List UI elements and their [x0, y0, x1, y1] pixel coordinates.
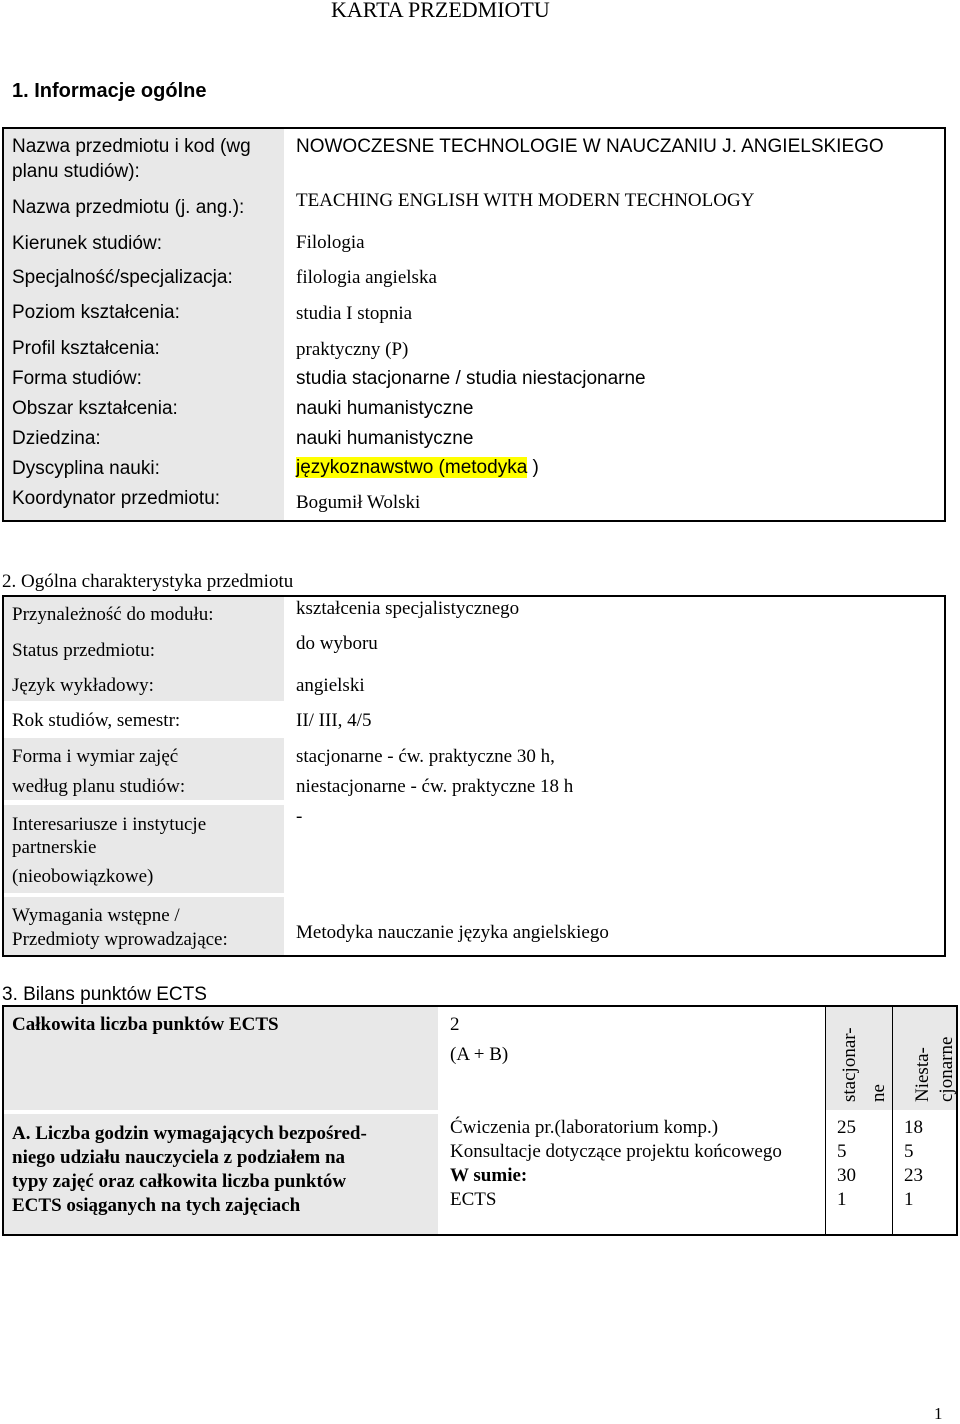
- row-label: Interesariusze i instytucje: [12, 814, 207, 835]
- status-value: do wyboru: [296, 633, 378, 654]
- study-form-value: studia stacjonarne / studia niestacjonarne: [296, 368, 646, 389]
- ects-total-label: Całkowita liczba punktów ECTS: [12, 1014, 279, 1035]
- col-header-stacjonarne: stacjonar-: [839, 1027, 860, 1102]
- page-title: KARTA PRZEDMIOTU: [331, 0, 550, 22]
- a-label-line: typy zajęć oraz całkowita liczba punktów: [12, 1171, 347, 1192]
- level-value: studia I stopnia: [296, 303, 413, 324]
- section2-heading: 2. Ogólna charakterystyka przedmiotu: [2, 571, 294, 592]
- course-name-value: NOWOCZESNE TECHNOLOGIE W NAUCZANIU J. ANGIELSKIEGO: [296, 136, 884, 157]
- col-header-stacjonarne-2: ne: [868, 1084, 889, 1102]
- row-label: Status przedmiotu:: [12, 640, 156, 661]
- niestac-value: 5: [904, 1141, 914, 1162]
- row-label: Specjalność/specjalizacja:: [12, 267, 233, 288]
- a-item: Konsultacje dotyczące projektu końcowego: [450, 1141, 782, 1162]
- section3-heading: 3. Bilans punktów ECTS: [2, 984, 207, 1005]
- coordinator-value: Bogumił Wolski: [296, 492, 421, 513]
- row-label: Dyscyplina nauki:: [12, 458, 160, 479]
- col-header-niestacjonarne: Niesta-: [912, 1047, 933, 1102]
- row-label: Dziedzina:: [12, 428, 101, 449]
- row-label: Forma studiów:: [12, 368, 142, 389]
- specialty-value: filologia angielska: [296, 267, 437, 288]
- row-label: planu studiów):: [12, 161, 140, 182]
- section1-heading: 1. Informacje ogólne: [12, 80, 207, 102]
- a-item: ECTS: [450, 1189, 497, 1210]
- a-label-line: niego udziału nauczyciela z podziałem na: [12, 1147, 346, 1168]
- prereq-value: Metodyka nauczanie języka angielskiego: [296, 922, 609, 943]
- col-divider-1: [825, 1007, 826, 1234]
- module-value: kształcenia specjalistycznego: [296, 598, 520, 619]
- row-label: Przynależność do modułu:: [12, 604, 214, 625]
- year-semester-value: II/ III, 4/5: [296, 710, 372, 731]
- stac-value: 30: [837, 1165, 856, 1186]
- row-label: Przedmioty wprowadzające:: [12, 929, 228, 950]
- row-label: Rok studiów, semestr:: [12, 710, 181, 731]
- domain-value: nauki humanistyczne: [296, 428, 474, 449]
- form-value-niestac: niestacjonarne - ćw. praktyczne 18 h: [296, 776, 574, 797]
- col-divider-2: [892, 1007, 893, 1234]
- a-item-sum: W sumie:: [450, 1165, 528, 1186]
- row-label: Forma i wymiar zajęć: [12, 746, 179, 767]
- page-number: 1: [934, 1404, 943, 1423]
- field-of-study-value: Filologia: [296, 232, 365, 253]
- row-label: Nazwa przedmiotu i kod (wg: [12, 136, 251, 157]
- row-label: Profil kształcenia:: [12, 338, 160, 359]
- area-value: nauki humanistyczne: [296, 398, 474, 419]
- row-label: Poziom kształcenia:: [12, 302, 180, 323]
- niestac-value: 1: [904, 1189, 914, 1210]
- stac-value: 25: [837, 1117, 856, 1138]
- row-label: Obszar kształcenia:: [12, 398, 178, 419]
- row-label: Koordynator przedmiotu:: [12, 488, 221, 509]
- stac-value: 5: [837, 1141, 847, 1162]
- row-label: Wymagania wstępne /: [12, 905, 180, 926]
- row-label: Język wykładowy:: [12, 675, 154, 696]
- niestac-value: 18: [904, 1117, 923, 1138]
- col-header-niestacjonarne-2: cjonarne: [936, 1036, 957, 1102]
- a-label-line: ECTS osiąganych na tych zajęciach: [12, 1195, 301, 1216]
- row-label: (nieobowiązkowe): [12, 866, 154, 887]
- row-label: według planu studiów:: [12, 776, 186, 797]
- ects-total-formula: (A + B): [450, 1044, 509, 1065]
- a-label-line: A. Liczba godzin wymagających bezpośred-: [12, 1123, 367, 1144]
- discipline-suffix: ): [527, 457, 539, 478]
- ects-total-value: 2: [450, 1014, 460, 1035]
- niestac-value: 23: [904, 1165, 923, 1186]
- discipline-value: [296, 457, 539, 479]
- row-label: Kierunek studiów:: [12, 233, 162, 254]
- course-name-en-value: TEACHING ENGLISH WITH MODERN TECHNOLOGY: [296, 190, 755, 211]
- stac-value: 1: [837, 1189, 847, 1210]
- profile-value: praktyczny (P): [296, 339, 409, 360]
- stakeholders-value: -: [296, 806, 303, 827]
- form-value-stac: stacjonarne - ćw. praktyczne 30 h,: [296, 746, 555, 767]
- language-value: angielski: [296, 675, 365, 696]
- a-item: Ćwiczenia pr.(laboratorium komp.): [450, 1117, 719, 1138]
- row-label: partnerskie: [12, 837, 97, 858]
- discipline-highlight: językoznawstwo (metodyka: [296, 457, 528, 478]
- row-label: Nazwa przedmiotu (j. ang.):: [12, 197, 245, 218]
